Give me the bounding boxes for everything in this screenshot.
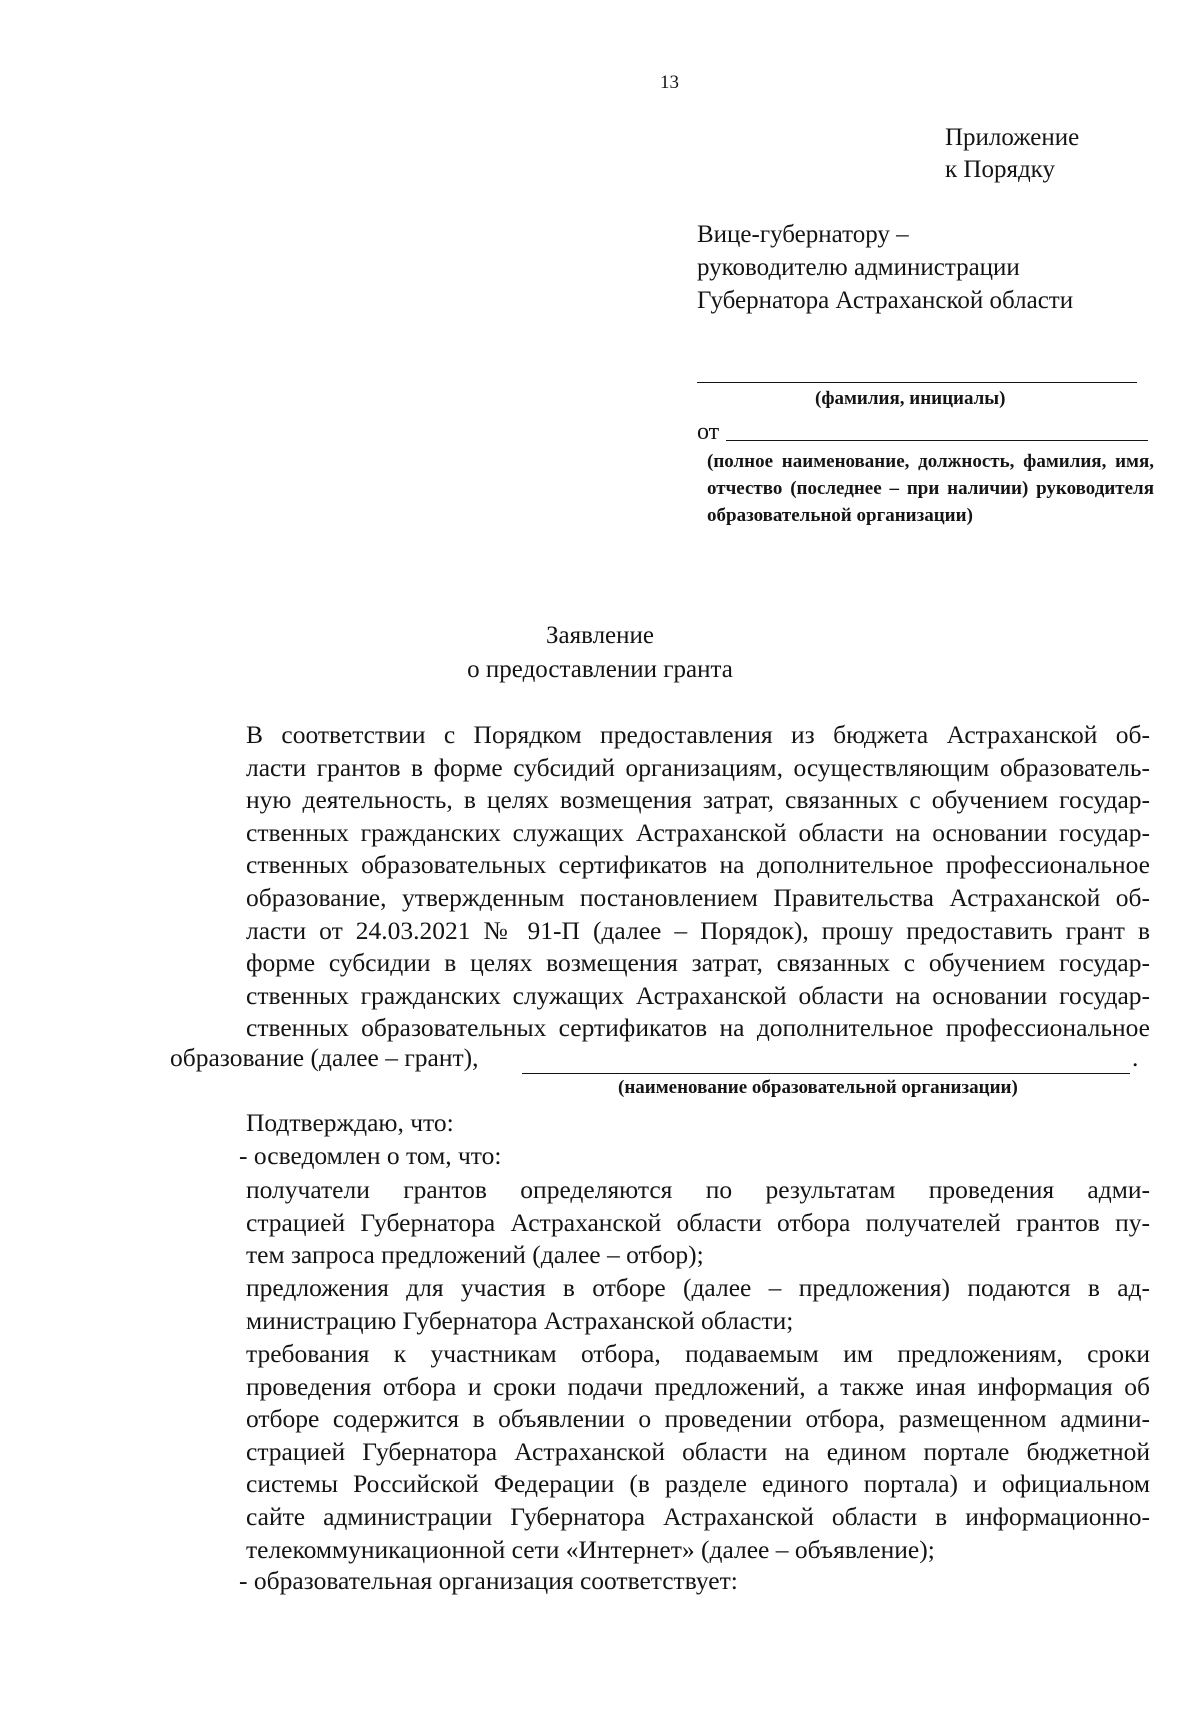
from-label: от <box>697 419 720 445</box>
addressee-block <box>697 218 1073 317</box>
paragraph-line: сайте администрации Губернатора Астраханской области в информационно- <box>246 1501 1150 1531</box>
document-subtitle: о предоставлении гранта <box>467 656 733 683</box>
from-caption: (полное наименование, должность, фамилия, имя, отчество (последнее – при наличии) руководителя образовательной организации) <box>707 451 1154 526</box>
paragraph-line: образование, утвержденным постановлением Правительства Астраханской об- <box>246 882 1150 912</box>
paragraph-line: ственных гражданских служащих Астраханской области на основании государ- <box>246 980 1150 1010</box>
main-paragraph <box>170 719 1150 1045</box>
item-paragraph <box>170 1272 1150 1337</box>
addressee-line: Губернатора Астраханской области <box>697 287 1074 314</box>
last-line: - образовательная организация соответствует: <box>239 1566 738 1595</box>
paragraph-line: предложения для участия в отборе (далее – предложения) подаются в ад- <box>246 1273 1150 1302</box>
paragraph-line: ственных образовательных сертификатов на дополнительное профессиональное <box>246 850 1150 880</box>
item-paragraph <box>170 1338 1150 1566</box>
paragraph-line: получатели грантов определяются по результатам проведения адми- <box>246 1175 1150 1204</box>
appendix-heading <box>945 122 1079 186</box>
paragraph-line: телекоммуникационной сети «Интернет» (далее – объявление); <box>246 1534 935 1564</box>
page-number: 13 <box>660 72 679 93</box>
paragraph-line: страцией Губернатора Астраханской области отбора получателей грантов пу- <box>246 1207 1150 1237</box>
paragraph-line: требования к участникам отбора, подаваемым им предложениям, сроки <box>246 1339 1150 1368</box>
document-title: Заявление <box>545 622 655 649</box>
org-caption: (наименование образовательной организации) <box>618 1077 1018 1098</box>
addressee-line: руководителю администрации <box>697 254 1020 281</box>
paragraph-line: страцией Губернатора Астраханской области на едином портале бюджетной <box>246 1436 1150 1466</box>
paragraph-line: форме субсидии в целях возмещения затрат, связанных с обучением государ- <box>246 948 1150 978</box>
paragraph-line: ственных образовательных сертификатов на дополнительное профессиональное <box>246 1013 1150 1043</box>
paragraph-line: министрацию Губернатора Астраханской области; <box>246 1305 794 1335</box>
org-fill-line <box>522 1073 1130 1074</box>
paragraph-line: отборе содержится в объявлении о проведении отбора, размещенном админи- <box>246 1404 1150 1434</box>
paragraph-line: ласти от 24.03.2021 № 91-П (далее – Порядок), прошу предоставить грант в <box>246 915 1150 945</box>
addressee-line: Вице-губернатору – <box>697 221 909 248</box>
paragraph-line: системы Российской Федерации (в разделе единого портала) и официальном <box>246 1469 1150 1499</box>
from-fill-line <box>726 440 1148 441</box>
item-paragraph <box>170 1174 1150 1272</box>
paragraph-line: тем запроса предложений (далее – отбор); <box>246 1240 704 1270</box>
paragraph-line: ласти грантов в форме субсидий организациям, осуществляющим образователь- <box>246 752 1150 782</box>
name-caption: (фамилия, инициалы) <box>815 388 1006 409</box>
confirm-line: Подтверждаю, что: <box>246 1108 454 1137</box>
appendix-line: к Порядку <box>945 156 1055 183</box>
paragraph-end: образование (далее – грант), <box>170 1043 479 1072</box>
paragraph-line: проведения отбора и сроки подачи предложений, а также иная информация об <box>246 1371 1150 1401</box>
paragraph-line: В соответствии с Порядком предоставления из бюджета Астраханской об- <box>246 720 1150 749</box>
paragraph-line: ную деятельность, в целях возмещения затрат, связанных с обучением государ- <box>246 785 1150 815</box>
paragraph-line: ственных гражданских служащих Астраханской области на основании государ- <box>246 817 1150 847</box>
name-fill-line <box>697 382 1137 383</box>
informed-line: - осведомлен о том, что: <box>239 1141 502 1170</box>
period-mark: . <box>1132 1043 1139 1072</box>
appendix-line: Приложение <box>945 124 1080 151</box>
